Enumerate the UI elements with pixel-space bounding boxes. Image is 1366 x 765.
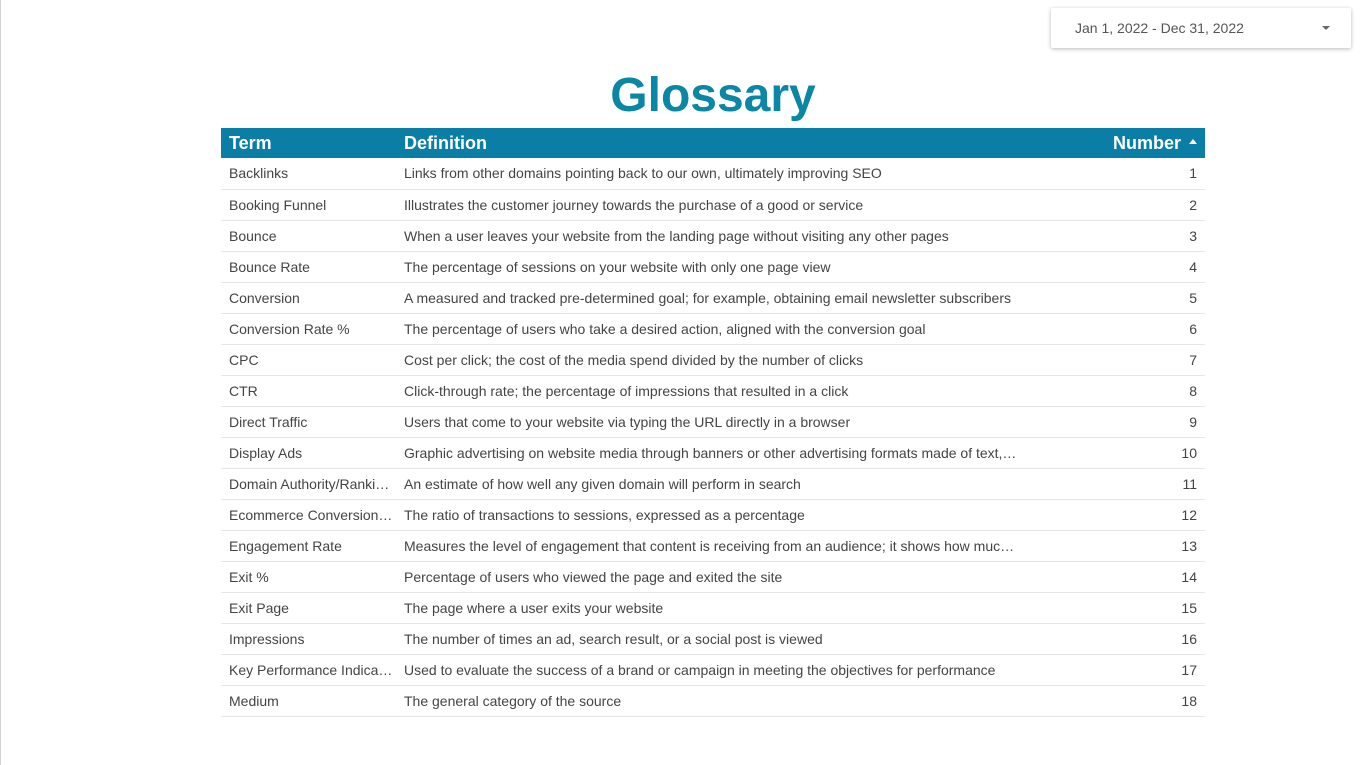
cell-definition: Graphic advertising on website media through banners or other advertising formats made of text,… [404,444,1017,461]
cell-definition: The page where a user exits your website [404,599,664,616]
glossary-table-container[interactable] [221,128,1205,709]
cell-term: Exit Page [229,599,289,616]
cell-number: 14 [1181,568,1197,585]
cell-number: 5 [1189,289,1197,306]
table-row[interactable] [221,623,1205,654]
cell-term: Conversion [229,289,300,306]
cell-term: CPC [229,351,259,368]
cell-definition: The ratio of transactions to sessions, expressed as a percentage [404,506,805,523]
table-row[interactable] [221,561,1205,592]
cell-term: Medium [229,692,279,709]
column-header-term[interactable] [221,128,396,158]
cell-number: 8 [1189,382,1197,399]
page-title: Glossary [610,69,816,122]
sort-ascending-icon[interactable] [1189,139,1197,144]
table-row[interactable] [221,282,1205,313]
cell-number: 11 [1182,475,1197,492]
cell-term: Engagement Rate [229,537,342,554]
cell-term: Direct Traffic [229,413,308,430]
cell-term: Impressions [229,630,305,647]
cell-term: CTR [229,382,258,399]
table-row[interactable] [221,251,1205,282]
chevron-down-icon[interactable] [1322,26,1330,30]
cell-definition: Percentage of users who viewed the page and exited the site [404,568,783,585]
cell-term: Backlinks [229,165,289,182]
column-header-label: Definition [404,132,487,153]
cell-term: Domain Authority/Ranki… [229,475,390,492]
cell-number: 17 [1181,661,1197,678]
table-row[interactable] [221,313,1205,344]
cell-definition: A measured and tracked pre-determined goal; for example, obtaining email newsletter subscribers [404,289,1011,306]
cell-number: 16 [1181,630,1197,647]
cell-number: 1 [1189,165,1197,182]
cell-number: 3 [1189,227,1197,244]
table-row[interactable] [221,344,1205,375]
date-range-picker[interactable] [1051,8,1351,48]
table-row[interactable] [221,158,1205,189]
cell-definition: An estimate of how well any given domain will perform in search [404,475,801,492]
table-row[interactable] [221,220,1205,251]
table-row[interactable] [221,654,1205,685]
cell-term: Conversion Rate % [229,320,350,337]
cell-definition: Used to evaluate the success of a brand or campaign in meeting the objectives for performance [404,661,996,678]
cell-definition: Click-through rate; the percentage of impressions that resulted in a click [404,382,849,399]
table-row[interactable] [221,530,1205,561]
cell-definition: Links from other domains pointing back to our own, ultimately improving SEO [404,165,882,182]
cell-term: Key Performance Indica… [229,661,393,678]
glossary-table [221,128,1205,717]
table-row[interactable] [221,499,1205,530]
cell-number: 12 [1181,506,1197,523]
cell-definition: The percentage of users who take a desired action, aligned with the conversion goal [404,320,926,337]
cell-definition: The general category of the source [404,692,622,709]
cell-term: Bounce Rate [229,258,310,275]
cell-definition: Illustrates the customer journey towards the purchase of a good or service [404,196,864,213]
cell-term: Exit % [229,568,269,585]
table-row[interactable] [221,375,1205,406]
column-header-definition[interactable] [396,128,1021,158]
table-body [221,158,1205,716]
page-border [0,0,1,765]
cell-number: 10 [1181,444,1197,461]
cell-number: 13 [1181,537,1197,554]
table-row[interactable] [221,592,1205,623]
column-header-number[interactable] [1021,128,1205,158]
table-row[interactable] [221,685,1205,716]
cell-definition: The number of times an ad, search result, or a social post is viewed [404,630,823,647]
cell-number: 2 [1189,196,1197,213]
cell-number: 4 [1189,258,1197,275]
cell-definition: Measures the level of engagement that content is receiving from an audience; it shows how muc… [404,537,1015,554]
cell-number: 18 [1181,692,1197,709]
cell-number: 15 [1181,599,1197,616]
column-header-label: Term [229,132,272,153]
date-range-label: Jan 1, 2022 - Dec 31, 2022 [1075,20,1244,36]
cell-term: Booking Funnel [229,196,327,213]
cell-definition: Users that come to your website via typing the URL directly in a browser [404,413,851,430]
table-row[interactable] [221,189,1205,220]
cell-number: 9 [1189,413,1197,430]
table-header-row [221,128,1205,158]
cell-definition: The percentage of sessions on your website with only one page view [404,258,831,275]
cell-term: Bounce [229,227,277,244]
table-row[interactable] [221,437,1205,468]
cell-number: 7 [1189,351,1197,368]
cell-definition: Cost per click; the cost of the media spend divided by the number of clicks [404,351,864,368]
table-row[interactable] [221,406,1205,437]
column-header-label: Number [1112,132,1181,153]
cell-term: Display Ads [229,444,303,461]
cell-number: 6 [1189,320,1197,337]
table-row[interactable] [221,468,1205,499]
cell-term: Ecommerce Conversion… [229,506,393,523]
cell-definition: When a user leaves your website from the landing page without visiting any other pages [404,227,949,244]
